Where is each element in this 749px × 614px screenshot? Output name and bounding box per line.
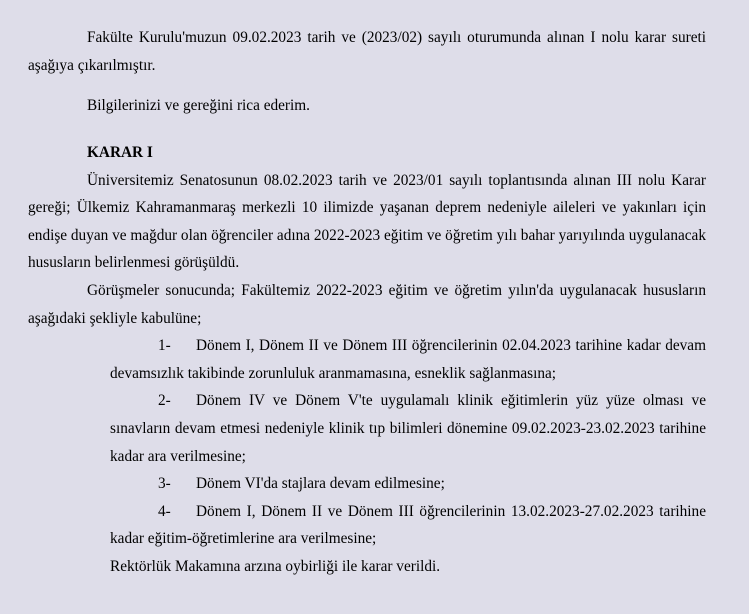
list-item-text: Dönem IV ve Dönem V'te uygulamalı klinik eğitimlerin yüz yüze olması ve sınavların devam etmesi nedeniyle klinik tıp bilimleri dönemine 09.02.2023-23.02.2023 tarihine kadar ara verilmesine;: [110, 392, 706, 465]
list-item-2: [110, 387, 706, 470]
list-item-number: 3-: [158, 475, 171, 493]
request-paragraph: Bilgilerinizi ve gereğini rica ederim.: [87, 97, 310, 114]
list-item-text: Dönem VI'da stajlara devam edilmesine;: [196, 475, 445, 493]
request-block: [28, 92, 706, 120]
decision-paragraph-1: Üniversitemiz Senatosunun 08.02.2023 tarih ve 2023/01 sayılı toplantısında alınan III nolu Karar gereği; Ülkemiz Kahramanmaraş merkezli 10 ilimizde yaşanan deprem nedeniyle aileleri ve yakınları için endişe duyan ve mağdur olan öğrenciler adına 2022-2023 eğitim ve öğretim yılı bahar yarıyılında uygulanacak hususların belirlenmesi görüşüldü.: [28, 171, 706, 272]
list-item-number: 1-: [158, 337, 171, 355]
list-item-text: Dönem I, Dönem II ve Dönem III öğrencilerinin 02.04.2023 tarihine kadar devam devamsızlık takibinde zorunluluk aranmamasına, esneklik sağlanmasına;: [110, 337, 706, 382]
decision-block: [28, 139, 706, 581]
decision-paragraph-2: Görüşmeler sonucunda; Fakültemiz 2022-2023 eğitim ve öğretim yılın'da uygulanacak hususların aşağıdaki şekliyle kabulüne;: [28, 281, 706, 327]
list-item-text: Dönem I, Dönem II ve Dönem III öğrencilerinin 13.02.2023-27.02.2023 tarihine kadar eğitim-öğretimlerine ara verilmesine;: [110, 502, 706, 548]
list-item-number: 2-: [158, 392, 171, 410]
intro-paragraph: Fakülte Kurulu'muzun 09.02.2023 tarih ve (2023/02) sayılı oturumunda alınan I nolu karar sureti aşağıya çıkarılmıştır.: [28, 29, 706, 74]
closing-sentence: Rektörlük Makamına arzına oybirliği ile karar verildi.: [110, 557, 441, 575]
list-item-4: [110, 498, 706, 553]
list-item-3: [110, 470, 706, 498]
intro-block: [28, 24, 706, 79]
list-item-number: 4-: [158, 502, 171, 520]
decision-title: KARAR I: [87, 144, 153, 161]
list-item-1: [110, 332, 706, 387]
